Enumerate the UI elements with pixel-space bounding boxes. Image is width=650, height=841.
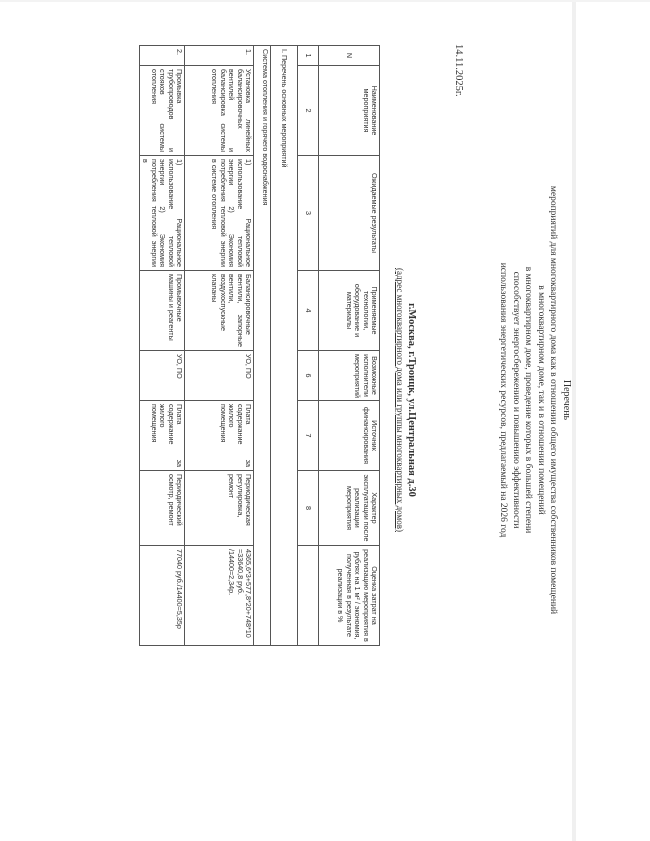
technologies: Промывочные машины и реагенты [139, 271, 184, 351]
title-block [497, 120, 572, 680]
section-row [271, 46, 298, 646]
column-number: 1 [298, 46, 319, 66]
expected-results: 1) Рациональное использование тепловой энергии 2) Экономия потребления тепловой энергии в системе отопления [185, 156, 254, 271]
column-number [298, 546, 319, 646]
subtitle-line: использования энергетических ресурсов, предлагаемый на 2026 год [498, 262, 509, 538]
executors: УО, ПО [139, 351, 184, 401]
technologies: Балансировочные вентили, запорные вентили, воздухоспускные клапаны [185, 271, 254, 351]
subtitle-line: в многоквартирном доме, так и в отношении помещений [536, 285, 546, 515]
header-cell: Наименование мероприятия [319, 66, 380, 156]
subsection-title: Система отопления и горячего водоснабжения [254, 46, 271, 646]
section-title: I. Перечень основных мероприятий [271, 46, 298, 646]
column-number: 3 [298, 156, 319, 271]
column-number: 8 [298, 471, 319, 546]
table-header-row [319, 46, 380, 646]
address: г.Москва, г.Троицк, ул.Центральная д.30 [406, 303, 417, 497]
document-title: Перечень [561, 379, 572, 421]
column-number: 7 [298, 401, 319, 471]
subtitle-line: в многоквартирном доме, проведение которых в большей степени [523, 266, 534, 534]
address-caption: (адрес многоквартирного дома или группы многоквартирных домов) [395, 268, 405, 532]
row-number: 1. [185, 46, 254, 66]
column-number: 4 [298, 271, 319, 351]
funding-source: Плата за содержание жилого помещения [139, 401, 184, 471]
measures-table [139, 45, 380, 646]
row-number: 2. [139, 46, 184, 66]
table-row [139, 46, 184, 646]
funding-source: Плата за содержание жилого помещения [185, 401, 254, 471]
operation-character: Периодическая регулировка, ремонт [185, 471, 254, 546]
document-date: 14.11.2025г. [453, 44, 464, 97]
header-cell: Ожидаемые результаты [319, 156, 380, 271]
executors: УО, ПО [185, 351, 254, 401]
operation-character: Периодический осмотр, ремонт [139, 471, 184, 546]
header-cell: Возможные исполнители мероприятий [319, 351, 380, 401]
address-block [395, 180, 418, 620]
header-cell: Применяемые технологии, оборудование и материалы [319, 271, 380, 351]
header-cell: Оценка затрат на реализацию мероприятия в рублях на 1 м² / экономия, полученная в результате реализации в % [319, 546, 380, 646]
header-cell: Источник финансирования [319, 401, 380, 471]
column-numbering-row [298, 46, 319, 646]
expected-results: 1) Рациональное использование тепловой энергии 2) Экономия потребления тепловой энергии в [139, 156, 184, 271]
header-cell: N [319, 46, 380, 66]
cost-estimate: 77040 руб./14400=5,35р [139, 546, 184, 646]
subsection-row [254, 46, 271, 646]
subtitle-line: способствует энергосбережению и повышению эффективности [511, 271, 521, 529]
measure-name: Промывка трубопроводов и стояков системы отопления [139, 66, 184, 156]
column-number: 6 [298, 351, 319, 401]
column-number: 2 [298, 66, 319, 156]
subtitle-line: мероприятий для многоквартирного дома как в отношении общего имущества собственников помещений [548, 185, 559, 615]
cost-estimate: 4365,6*3+577,8*20+748*10 =33640,8 руб. /14400=2,34р. [185, 546, 254, 646]
table-row [185, 46, 254, 646]
measure-name: Установка линейных балансировочных вентилей и балансировка системы отопления [185, 66, 254, 156]
header-cell: Характер эксплуатации после реализации мероприятия [319, 471, 380, 546]
